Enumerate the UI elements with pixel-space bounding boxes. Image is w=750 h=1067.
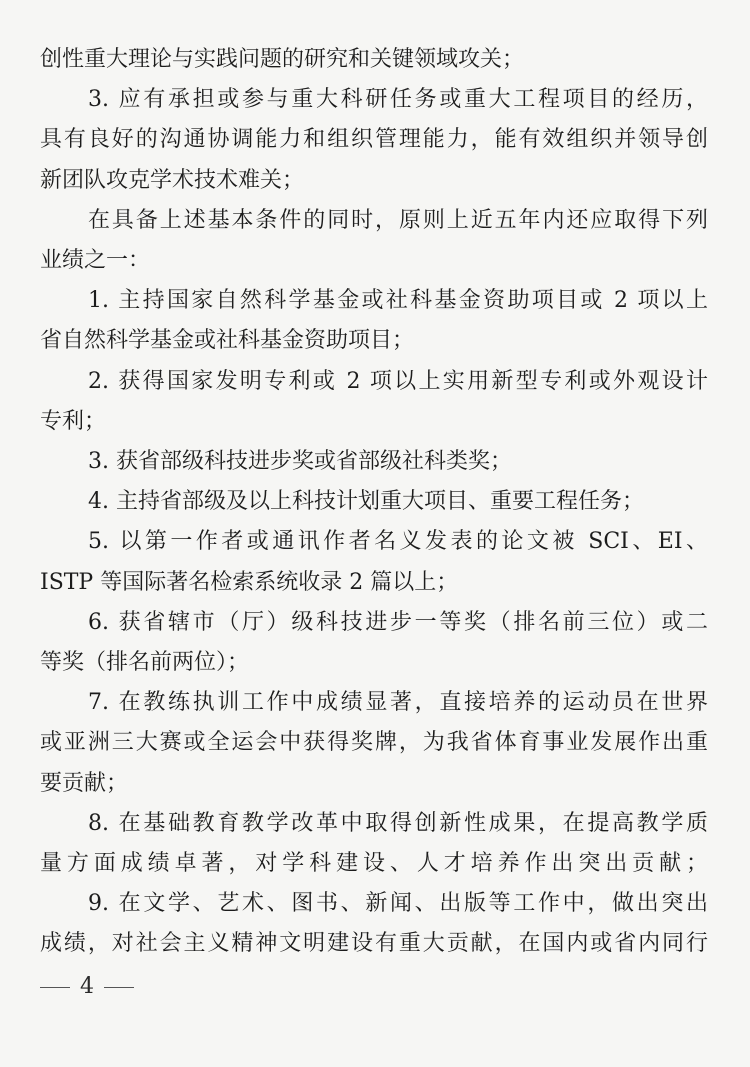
text-line: 6. 获省辖市（厅）级科技进步一等奖（排名前三位）或二 xyxy=(88,609,708,635)
text-line: 1. 主持国家自然科学基金或社科基金资助项目或 2 项以上 xyxy=(88,288,708,314)
text-line: 3. 应有承担或参与重大科研任务或重大工程项目的经历， xyxy=(88,87,708,113)
text-line: 创性重大理论与实践问题的研究和关键领域攻关； xyxy=(40,47,525,72)
text-line: 2. 获得国家发明专利或 2 项以上实用新型专利或外观设计 xyxy=(88,368,708,394)
text-line: 具有良好的沟通协调能力和组织管理能力，能有效组织并领导创 xyxy=(40,127,708,153)
text-line: 8. 在基础教育教学改革中取得创新性成果，在提高教学质 xyxy=(88,810,708,836)
text-line: 或亚洲三大赛或全运会中获得奖牌，为我省体育事业发展作出重 xyxy=(40,730,708,756)
text-line: 量方面成绩卓著，对学科建设、人才培养作出突出贡献； xyxy=(40,851,708,876)
dash-right xyxy=(104,987,134,988)
text-line: 等奖（排名前两位）； xyxy=(40,650,250,675)
text-line: 7. 在教练执训工作中成绩显著，直接培养的运动员在世界 xyxy=(88,690,708,716)
text-line: 5. 以第一作者或通讯作者名义发表的论文被 SCI、EI、 xyxy=(88,529,708,555)
dash-left xyxy=(40,987,70,988)
text-line: ISTP 等国际著名检索系统收录 2 篇以上； xyxy=(40,569,459,595)
page-number xyxy=(40,972,134,1002)
page-number-value: 4 xyxy=(80,974,94,999)
text-line: 成绩，对社会主义精神文明建设有重大贡献，在国内或省内同行 xyxy=(40,931,708,957)
text-line: 3. 获省部级科技进步奖或省部级社科类奖； xyxy=(88,449,512,474)
text-line: 省自然科学基金或社科基金资助项目； xyxy=(40,328,415,354)
text-line: 9. 在文学、艺术、图书、新闻、出版等工作中，做出突出 xyxy=(88,891,708,917)
text-line: 在具备上述基本条件的同时，原则上近五年内还应取得下列 xyxy=(88,207,708,233)
text-line: 要贡献； xyxy=(40,770,129,796)
text-line: 业绩之一： xyxy=(40,248,151,273)
text-line: 新团队攻克学术技术难关； xyxy=(40,167,305,193)
text-line: 4. 主持省部级及以上科技计划重大项目、重要工程任务； xyxy=(88,489,644,515)
text-line: 专利； xyxy=(40,408,107,434)
